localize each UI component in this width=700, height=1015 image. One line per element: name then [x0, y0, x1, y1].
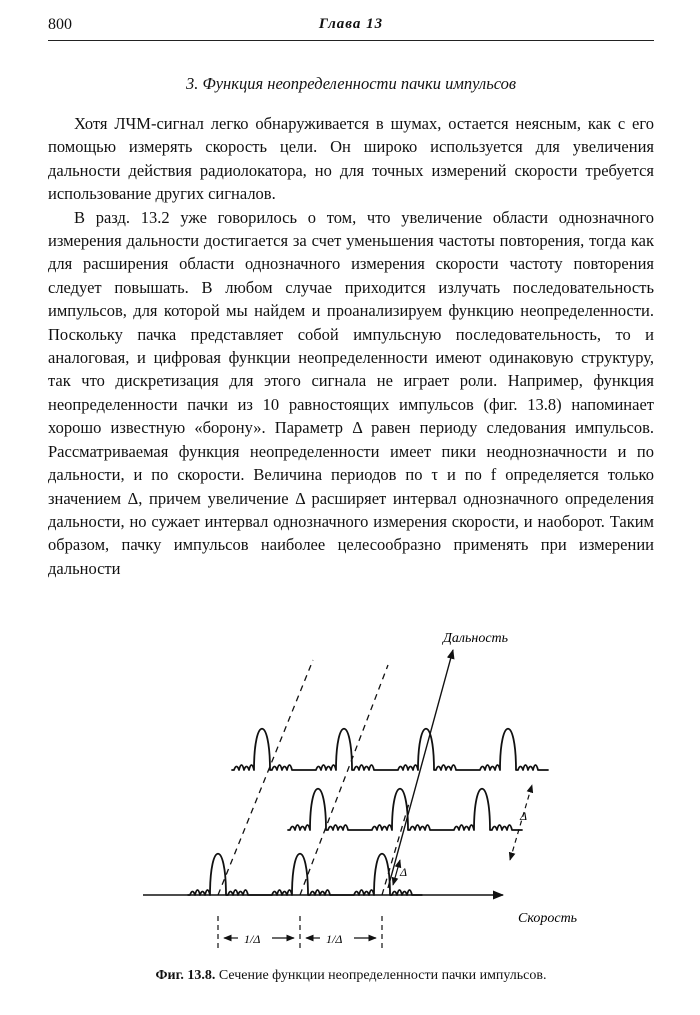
- dashed-diagonal-1: [218, 660, 313, 895]
- caption-number: Фиг. 13.8.: [155, 968, 216, 983]
- ambiguity-diagram: [48, 620, 654, 960]
- figure-caption: [48, 968, 654, 984]
- paragraph-1: Хотя ЛЧМ-сигнал легко обнаруживается в шумах, остается неясным, как с его помощью измерять скорость цели. Он широко используется для увеличения дальности действия радиолокатора, но для точных измерений скорости требуется использование других сигналов.: [48, 114, 654, 204]
- delta-label-lower: Δ: [400, 865, 408, 879]
- section-title: 3. Функция неопределенности пачки импульсов: [185, 74, 517, 93]
- delta-label-upper: Δ: [520, 809, 528, 823]
- peak-row-3: [232, 729, 548, 770]
- period-label-2: 1/Δ: [326, 932, 343, 946]
- paragraph-2: В разд. 13.2 уже говорилось о том, что увеличение области однозначного измерения дальности достигается за счет уменьшения частоты повторения, тогда как для расширения области однозначного измерения скорости частоту повторения следует повышать. В любом случае приходится излучать последовательность импульсов, для которой мы найдем и проанализируем функцию неопределенности. Поскольку пачка представляет собой импульсную последовательность, то и аналоговая, и цифровая функции неопределенности имеют одинаковую структуру, так что дискретизация для этого сигнала не играет роли. Например, функция неопределенности пачки из 10 равностоящих импульсов (фиг. 13.8) напоминает хорошо известную «борону». Параметр Δ равен периоду следования импульсов. Рассматриваемая функция неопределенности имеет пики неоднозначности и по дальности, и по скорости. Величина периодов по τ и по f определяется только значением Δ, причем увеличение Δ расширяет интервал однозначного определения дальности, но сужает интервал однозначного измерения скорости, и наоборот. Таким образом, пачку импульсов наиболее целесообразно применять при измерении дальности: [48, 207, 654, 578]
- period-label-1: 1/Δ: [244, 932, 261, 946]
- speed-axis-label: Скорость: [518, 911, 578, 926]
- dashed-diagonal-2: [300, 665, 388, 895]
- running-head: Глава 13: [318, 16, 384, 32]
- body-text: [48, 112, 654, 580]
- peak-row-1: [188, 854, 422, 895]
- caption-text: Сечение функции неопределенности пачки импульсов.: [218, 968, 547, 983]
- dashed-diagonal-3: [382, 800, 410, 895]
- range-axis-label: Дальность: [443, 631, 509, 646]
- period-markers: [218, 916, 382, 950]
- figure-13-8: [48, 620, 654, 960]
- page-number: 800: [48, 16, 72, 33]
- header-rule: [48, 40, 654, 41]
- page-header: [48, 14, 654, 38]
